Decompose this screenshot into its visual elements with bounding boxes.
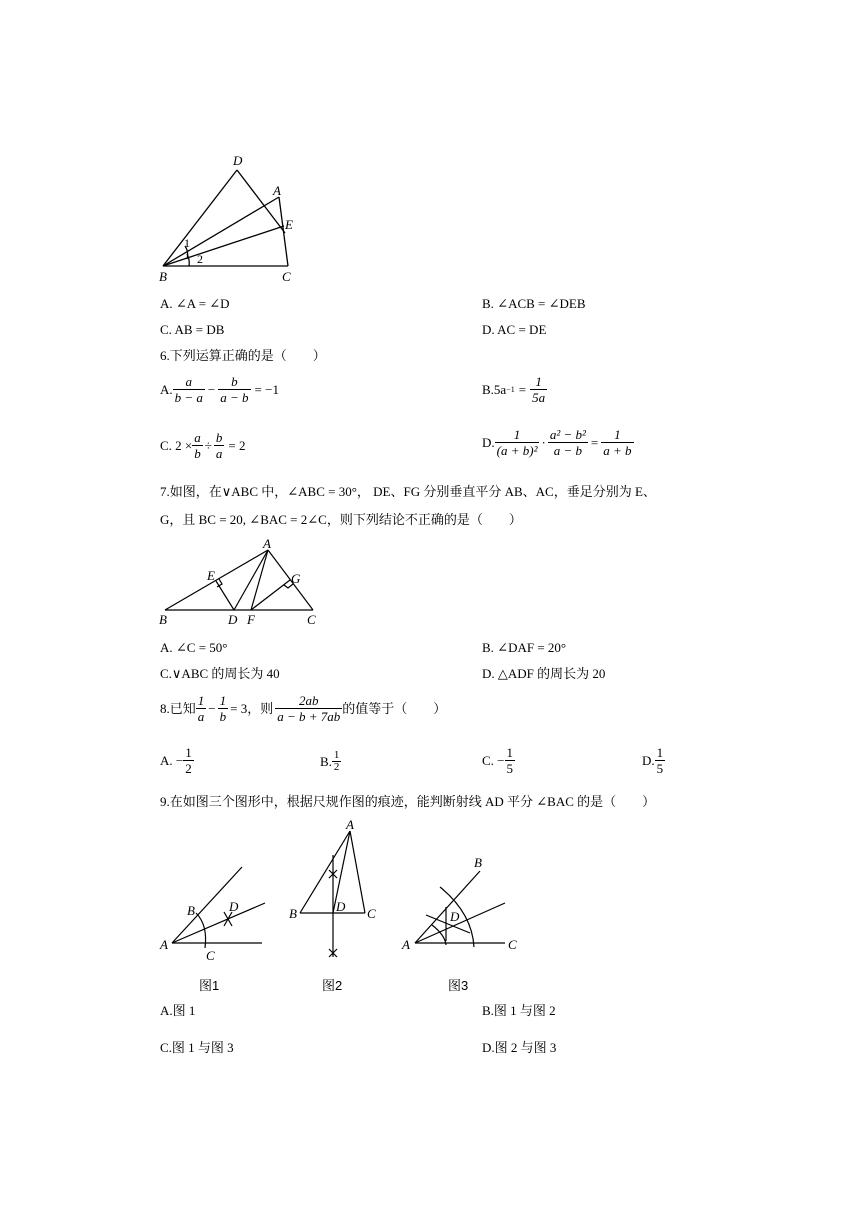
q8-option-b[interactable] bbox=[320, 750, 341, 773]
fig5-label-c: C bbox=[282, 269, 291, 284]
q8-d-frac: $\frac{1}{5}$ bbox=[656, 745, 664, 776]
q9-stem: 9.在如图三个图形中，根据尺规作图的痕迹，能判断射线 AD 平分 ∠BAC 的是（ ） bbox=[160, 794, 656, 809]
q8-a-frac: $\frac{1}{2}$ bbox=[185, 745, 192, 776]
q6-option-c[interactable] bbox=[160, 430, 246, 461]
q7-stem-line1: 7.如图，在∨ABC 中，∠ABC = 30°， DE、FG 分别垂直平分 AB、AC，垂足分别为 E、 bbox=[160, 484, 656, 499]
q8-frac3: $\frac{2ab}{a - b + 7ab}$ bbox=[277, 693, 341, 724]
fig5-label-a: A bbox=[273, 183, 281, 198]
fig9-1-label-b: B bbox=[187, 903, 195, 918]
fig7-label-d: D bbox=[228, 612, 238, 627]
q5-option-c[interactable]: C. AB = DB bbox=[160, 322, 225, 337]
q8-option-d[interactable] bbox=[642, 745, 665, 776]
fig9-2-label-a: A bbox=[346, 817, 354, 832]
q6-c-frac1: $\frac{a}{b}$ bbox=[194, 430, 201, 461]
q6-c-prefix: C. 2 × bbox=[160, 437, 193, 453]
fig5-angle-1: 1 bbox=[184, 236, 190, 250]
fig9-1-label-d: D bbox=[229, 899, 239, 914]
q5-option-a[interactable]: A. ∠A = ∠D bbox=[160, 296, 230, 311]
fig7-label-g: G bbox=[291, 571, 301, 586]
fig7-label-c: C bbox=[307, 612, 316, 627]
q6-d-dot: · bbox=[541, 434, 546, 450]
q7-stem-line2: G，且 BC = 20, ∠BAC = 2∠C，则下列结论不正确的是（ ） bbox=[160, 512, 522, 527]
q9-option-b[interactable]: B.图 1 与图 2 bbox=[482, 1003, 556, 1018]
q6-c-rest: = 2 bbox=[228, 437, 246, 453]
q6-d-eq: = bbox=[590, 434, 599, 450]
q9-caption-3: 图3 bbox=[448, 978, 469, 993]
q8-stem bbox=[160, 693, 446, 724]
q8-op: − bbox=[208, 700, 216, 716]
q7-figure bbox=[155, 538, 330, 630]
fig9-1-label-a: A bbox=[160, 937, 168, 952]
q6-d-frac2: $\frac{\text{a² − b²}}{a - b}$ bbox=[549, 427, 586, 458]
fig5-label-b: B bbox=[159, 269, 167, 284]
fig9-2-label-d: D bbox=[336, 899, 346, 914]
q8-c-frac: $\frac{1}{5}$ bbox=[506, 745, 514, 776]
q6-stem: 6.下列运算正确的是（ ） bbox=[160, 348, 326, 363]
q8-eq: = 3，则 bbox=[230, 700, 274, 716]
fig7-label-f: F bbox=[247, 612, 255, 627]
q8-b-frac: $\frac{1}{2}$ bbox=[333, 749, 340, 773]
fig7-label-a: A bbox=[263, 538, 271, 551]
q6-a-frac1: $\frac{a}{b - a}$ bbox=[174, 374, 203, 405]
q6-b-frac: $\frac{1}{5a}$ bbox=[532, 374, 546, 405]
q9-caption-1: 图1 bbox=[199, 978, 220, 993]
q8-frac1: $\frac{1}{a}$ bbox=[197, 693, 205, 724]
fig9-1-label-c: C bbox=[206, 948, 215, 963]
q6-a-prefix: A. bbox=[160, 381, 173, 397]
q8-option-c[interactable] bbox=[482, 745, 515, 776]
fig9-2-label-c: C bbox=[367, 906, 376, 921]
q6-a-rest: = −1 bbox=[254, 381, 279, 397]
q5-figure bbox=[155, 150, 305, 285]
fig9-3-label-b: B bbox=[474, 855, 482, 870]
q6-a-op: − bbox=[207, 381, 216, 397]
q6-c-frac2: $\frac{b}{a}$ bbox=[215, 430, 223, 461]
q8-d-prefix: D. bbox=[642, 752, 655, 768]
q6-c-op: ÷ bbox=[204, 437, 212, 453]
q7-option-d[interactable]: D. △ADF 的周长为 20 bbox=[482, 666, 606, 681]
q9-option-d[interactable]: D.图 2 与图 3 bbox=[482, 1040, 557, 1055]
fig9-3-label-d: D bbox=[450, 909, 460, 924]
q6-option-a[interactable] bbox=[160, 374, 279, 405]
fig7-label-e: E bbox=[207, 568, 215, 583]
q8-c-prefix: C. − bbox=[482, 752, 505, 768]
q7-option-c[interactable]: C.∨ABC 的周长为 40 bbox=[160, 666, 280, 681]
q9-option-a[interactable]: A.图 1 bbox=[160, 1003, 196, 1018]
fig5-label-e: E bbox=[285, 217, 293, 232]
q6-b-prefix: B.5a bbox=[482, 381, 507, 397]
q5-option-b[interactable]: B. ∠ACB = ∠DEB bbox=[482, 296, 586, 311]
q6-a-frac2: $\frac{b}{a - b}$ bbox=[220, 374, 249, 405]
q9-caption-2: 图2 bbox=[322, 978, 343, 993]
q6-d-frac1: $\frac{1}{\text{(a + b)²}}$ bbox=[496, 427, 538, 458]
q7-option-a[interactable]: A. ∠C = 50° bbox=[160, 640, 228, 655]
q7-option-b[interactable]: B. ∠DAF = 20° bbox=[482, 640, 567, 655]
q9-option-c[interactable]: C.图 1 与图 3 bbox=[160, 1040, 234, 1055]
q9-figures bbox=[150, 815, 530, 990]
q8-b-prefix: B. bbox=[320, 753, 332, 769]
q6-b-sup: −1 bbox=[506, 384, 515, 394]
q8-frac2: $\frac{1}{b}$ bbox=[219, 693, 227, 724]
q6-d-prefix: D. bbox=[482, 434, 495, 450]
fig9-2-label-b: B bbox=[289, 906, 297, 921]
q6-option-b[interactable] bbox=[482, 374, 547, 405]
fig5-label-d: D bbox=[233, 153, 243, 168]
q6-option-d[interactable] bbox=[482, 427, 634, 458]
fig9-3-label-c: C bbox=[508, 937, 517, 952]
q8-prefix: 8.已知 bbox=[160, 700, 196, 716]
q6-b-eq: = bbox=[518, 381, 527, 397]
q8-a-prefix: A. − bbox=[160, 752, 184, 768]
q8-option-a[interactable] bbox=[160, 745, 194, 776]
q5-option-d[interactable]: D. AC = DE bbox=[482, 322, 547, 337]
fig9-3-label-a: A bbox=[402, 937, 410, 952]
q6-d-frac3: $\frac{1}{a + b}$ bbox=[603, 427, 632, 458]
q8-suffix: 的值等于（ ） bbox=[342, 700, 447, 716]
fig5-angle-2: 2 bbox=[197, 252, 203, 266]
fig7-label-b: B bbox=[159, 612, 167, 627]
